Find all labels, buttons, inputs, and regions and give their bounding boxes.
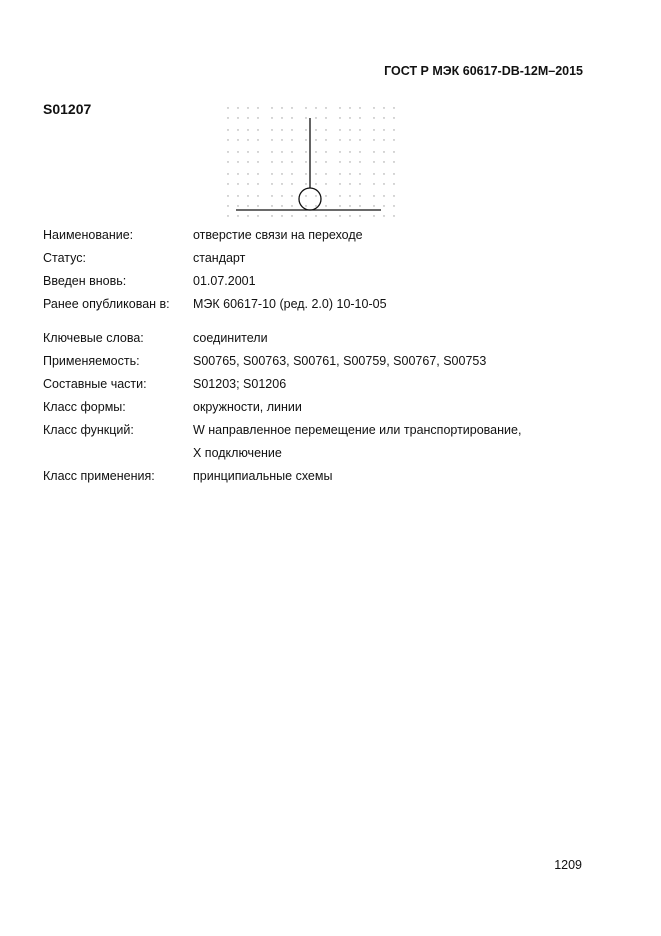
grid-dot xyxy=(339,139,340,140)
grid-dot xyxy=(325,139,326,140)
grid-dot xyxy=(227,215,228,216)
grid-dot xyxy=(271,161,272,162)
grid-dot xyxy=(227,129,228,130)
property-row-function-class-continued xyxy=(43,445,603,468)
grid-dot xyxy=(383,195,384,196)
grid-dot xyxy=(325,183,326,184)
grid-dot xyxy=(373,205,374,206)
property-value: окружности, линии xyxy=(193,400,302,414)
grid-dot xyxy=(325,205,326,206)
grid-dot xyxy=(373,161,374,162)
grid-dot xyxy=(281,205,282,206)
grid-dot xyxy=(339,195,340,196)
grid-dot xyxy=(339,129,340,130)
grid-dot xyxy=(383,161,384,162)
grid-dot xyxy=(291,129,292,130)
grid-dot xyxy=(393,183,394,184)
grid-dot xyxy=(349,205,350,206)
grid-dot xyxy=(257,195,258,196)
grid-dot xyxy=(349,139,350,140)
grid-dot xyxy=(227,139,228,140)
grid-dot xyxy=(305,139,306,140)
grid-dot xyxy=(339,107,340,108)
property-row-published xyxy=(43,296,603,319)
grid-dot xyxy=(373,195,374,196)
property-label: Класс формы: xyxy=(43,400,126,414)
property-value: S00765, S00763, S00761, S00759, S00767, S00753 xyxy=(193,354,487,368)
grid-dot xyxy=(305,183,306,184)
grid-dot xyxy=(383,129,384,130)
grid-dot xyxy=(227,107,228,108)
grid-dot xyxy=(281,161,282,162)
property-label: Наименование: xyxy=(43,228,134,242)
property-row-application-class xyxy=(43,468,603,491)
grid-dot xyxy=(393,205,394,206)
grid-dot xyxy=(271,117,272,118)
grid-dot xyxy=(247,173,248,174)
property-row-introduced xyxy=(43,273,603,296)
property-value: МЭК 60617-10 (ред. 2.0) 10-10-05 xyxy=(193,297,387,311)
property-label: Класс функций: xyxy=(43,423,134,437)
property-value: принципиальные схемы xyxy=(193,469,333,483)
property-row-name xyxy=(43,227,603,250)
grid-dot xyxy=(271,205,272,206)
grid-dot xyxy=(393,151,394,152)
grid-dot xyxy=(247,139,248,140)
grid-dot xyxy=(383,173,384,174)
grid-dot xyxy=(339,173,340,174)
grid-dot xyxy=(237,129,238,130)
grid-dot xyxy=(305,151,306,152)
grid-dot xyxy=(291,139,292,140)
grid-dot xyxy=(281,117,282,118)
symbol-circle xyxy=(299,188,321,210)
grid-dot xyxy=(339,205,340,206)
grid-dot xyxy=(291,161,292,162)
property-row-parts xyxy=(43,376,603,399)
grid-dot xyxy=(383,215,384,216)
grid-dot xyxy=(247,183,248,184)
grid-dot xyxy=(359,151,360,152)
grid-dot xyxy=(291,117,292,118)
grid-dot xyxy=(281,107,282,108)
grid-dot xyxy=(271,151,272,152)
grid-dot xyxy=(291,151,292,152)
grid-dot xyxy=(237,151,238,152)
grid-dot xyxy=(393,117,394,118)
grid-dot xyxy=(281,195,282,196)
connection-hole-at-transition-symbol-icon xyxy=(226,104,398,222)
grid-dot xyxy=(349,161,350,162)
property-row-keywords xyxy=(43,330,603,353)
grid-dot xyxy=(339,161,340,162)
grid-dot xyxy=(393,161,394,162)
grid-dot xyxy=(373,117,374,118)
property-label: Ранее опубликован в: xyxy=(43,297,170,311)
property-row-applicability xyxy=(43,353,603,376)
grid-dot xyxy=(227,161,228,162)
grid-dot xyxy=(349,173,350,174)
grid-dot xyxy=(271,107,272,108)
grid-dot xyxy=(281,129,282,130)
grid-dot xyxy=(325,215,326,216)
grid-dot xyxy=(257,215,258,216)
grid-dot xyxy=(349,107,350,108)
grid-dot xyxy=(291,173,292,174)
property-label: Составные части: xyxy=(43,377,147,391)
grid-dot xyxy=(325,107,326,108)
grid-dot xyxy=(257,129,258,130)
grid-dot xyxy=(237,107,238,108)
grid-dot xyxy=(305,215,306,216)
grid-dot xyxy=(393,215,394,216)
property-value: отверстие связи на переходе xyxy=(193,228,363,242)
property-label: Статус: xyxy=(43,251,86,265)
grid-dot xyxy=(271,129,272,130)
grid-dot xyxy=(237,117,238,118)
grid-dot xyxy=(349,183,350,184)
grid-dot xyxy=(359,215,360,216)
standard-header: ГОСТ Р МЭК 60617-DB-12M–2015 xyxy=(384,64,583,78)
grid-dot xyxy=(325,195,326,196)
properties-list xyxy=(43,227,603,491)
grid-dot xyxy=(281,215,282,216)
grid-dot xyxy=(281,151,282,152)
page-number: 1209 xyxy=(554,858,582,872)
property-row-status xyxy=(43,250,603,273)
property-label: Применяемость: xyxy=(43,354,140,368)
grid-dot xyxy=(315,107,316,108)
grid-dot xyxy=(349,151,350,152)
grid-dot xyxy=(305,173,306,174)
grid-dot xyxy=(315,161,316,162)
grid-dot xyxy=(383,107,384,108)
grid-dot xyxy=(373,173,374,174)
grid-dot xyxy=(359,205,360,206)
grid-dot xyxy=(325,161,326,162)
grid-dot xyxy=(393,129,394,130)
grid-dot xyxy=(305,129,306,130)
grid-dot xyxy=(291,183,292,184)
grid-dot xyxy=(315,195,316,196)
grid-dot xyxy=(237,183,238,184)
grid-dot xyxy=(339,151,340,152)
grid-dot xyxy=(383,117,384,118)
grid-dot xyxy=(257,139,258,140)
grid-dot xyxy=(339,215,340,216)
property-value: S01203; S01206 xyxy=(193,377,287,391)
grid-dot xyxy=(247,107,248,108)
property-value: соединители xyxy=(193,331,268,345)
property-row-form-class xyxy=(43,399,603,422)
grid-dot xyxy=(359,161,360,162)
grid-dot xyxy=(227,117,228,118)
grid-dot xyxy=(315,183,316,184)
grid-dot xyxy=(305,161,306,162)
grid-dot xyxy=(383,151,384,152)
grid-dot xyxy=(315,139,316,140)
grid-dot xyxy=(237,139,238,140)
grid-dot xyxy=(315,117,316,118)
grid-dot xyxy=(257,107,258,108)
grid-dot xyxy=(373,129,374,130)
grid-dot xyxy=(373,183,374,184)
grid-dot xyxy=(247,195,248,196)
grid-dot xyxy=(227,183,228,184)
grid-dot xyxy=(281,173,282,174)
grid-dot xyxy=(373,107,374,108)
grid-dot xyxy=(227,195,228,196)
grid-dot xyxy=(247,117,248,118)
grid-dot xyxy=(257,161,258,162)
grid-dot xyxy=(247,129,248,130)
property-label: Ключевые слова: xyxy=(43,331,144,345)
grid-dot xyxy=(325,117,326,118)
grid-dot xyxy=(247,215,248,216)
grid-dot xyxy=(393,195,394,196)
grid-dot xyxy=(237,215,238,216)
grid-dot xyxy=(271,183,272,184)
property-label: Введен вновь: xyxy=(43,274,127,288)
grid-dot xyxy=(227,173,228,174)
grid-dot xyxy=(373,139,374,140)
grid-dot xyxy=(373,151,374,152)
grid-dot xyxy=(257,183,258,184)
grid-dot xyxy=(359,129,360,130)
grid-dot xyxy=(383,183,384,184)
grid-dots xyxy=(227,107,394,216)
grid-dot xyxy=(349,195,350,196)
grid-dot xyxy=(237,161,238,162)
grid-dot xyxy=(257,151,258,152)
grid-dot xyxy=(271,215,272,216)
grid-dot xyxy=(359,139,360,140)
property-value: W направленное перемещение или транспортирование, xyxy=(193,423,522,437)
grid-dot xyxy=(383,139,384,140)
grid-dot xyxy=(315,215,316,216)
grid-dot xyxy=(291,215,292,216)
grid-dot xyxy=(359,107,360,108)
grid-dot xyxy=(247,161,248,162)
grid-dot xyxy=(359,173,360,174)
grid-dot xyxy=(325,129,326,130)
grid-dot xyxy=(339,117,340,118)
grid-dot xyxy=(315,173,316,174)
grid-dot xyxy=(237,205,238,206)
grid-dot xyxy=(305,117,306,118)
grid-dot xyxy=(257,117,258,118)
grid-dot xyxy=(325,173,326,174)
grid-dot xyxy=(291,107,292,108)
grid-dot xyxy=(291,205,292,206)
grid-dot xyxy=(339,183,340,184)
grid-dot xyxy=(359,117,360,118)
grid-dot xyxy=(349,215,350,216)
grid-dot xyxy=(359,183,360,184)
grid-dot xyxy=(271,195,272,196)
grid-dot xyxy=(315,205,316,206)
grid-dot xyxy=(271,139,272,140)
grid-dot xyxy=(291,195,292,196)
grid-dot xyxy=(373,215,374,216)
grid-dot xyxy=(349,117,350,118)
grid-dot xyxy=(237,173,238,174)
grid-dot xyxy=(305,107,306,108)
property-value: X подключение xyxy=(193,446,282,460)
grid-dot xyxy=(359,195,360,196)
symbol-code: S01207 xyxy=(43,101,92,117)
grid-dot xyxy=(247,151,248,152)
grid-dot xyxy=(315,129,316,130)
property-row-function-class xyxy=(43,422,603,445)
grid-dot xyxy=(393,139,394,140)
grid-dot xyxy=(237,195,238,196)
grid-dot xyxy=(393,173,394,174)
grid-dot xyxy=(349,129,350,130)
grid-dot xyxy=(305,195,306,196)
grid-dot xyxy=(257,205,258,206)
grid-dot xyxy=(247,205,248,206)
grid-dot xyxy=(257,173,258,174)
grid-dot xyxy=(305,205,306,206)
grid-dot xyxy=(281,183,282,184)
grid-dot xyxy=(325,151,326,152)
property-label: Класс применения: xyxy=(43,469,155,483)
grid-dot xyxy=(227,151,228,152)
grid-dot xyxy=(393,107,394,108)
grid-dot xyxy=(281,139,282,140)
grid-dot xyxy=(315,151,316,152)
grid-dot xyxy=(271,173,272,174)
property-value: 01.07.2001 xyxy=(193,274,256,288)
grid-dot xyxy=(227,205,228,206)
grid-dot xyxy=(383,205,384,206)
property-value: стандарт xyxy=(193,251,246,265)
